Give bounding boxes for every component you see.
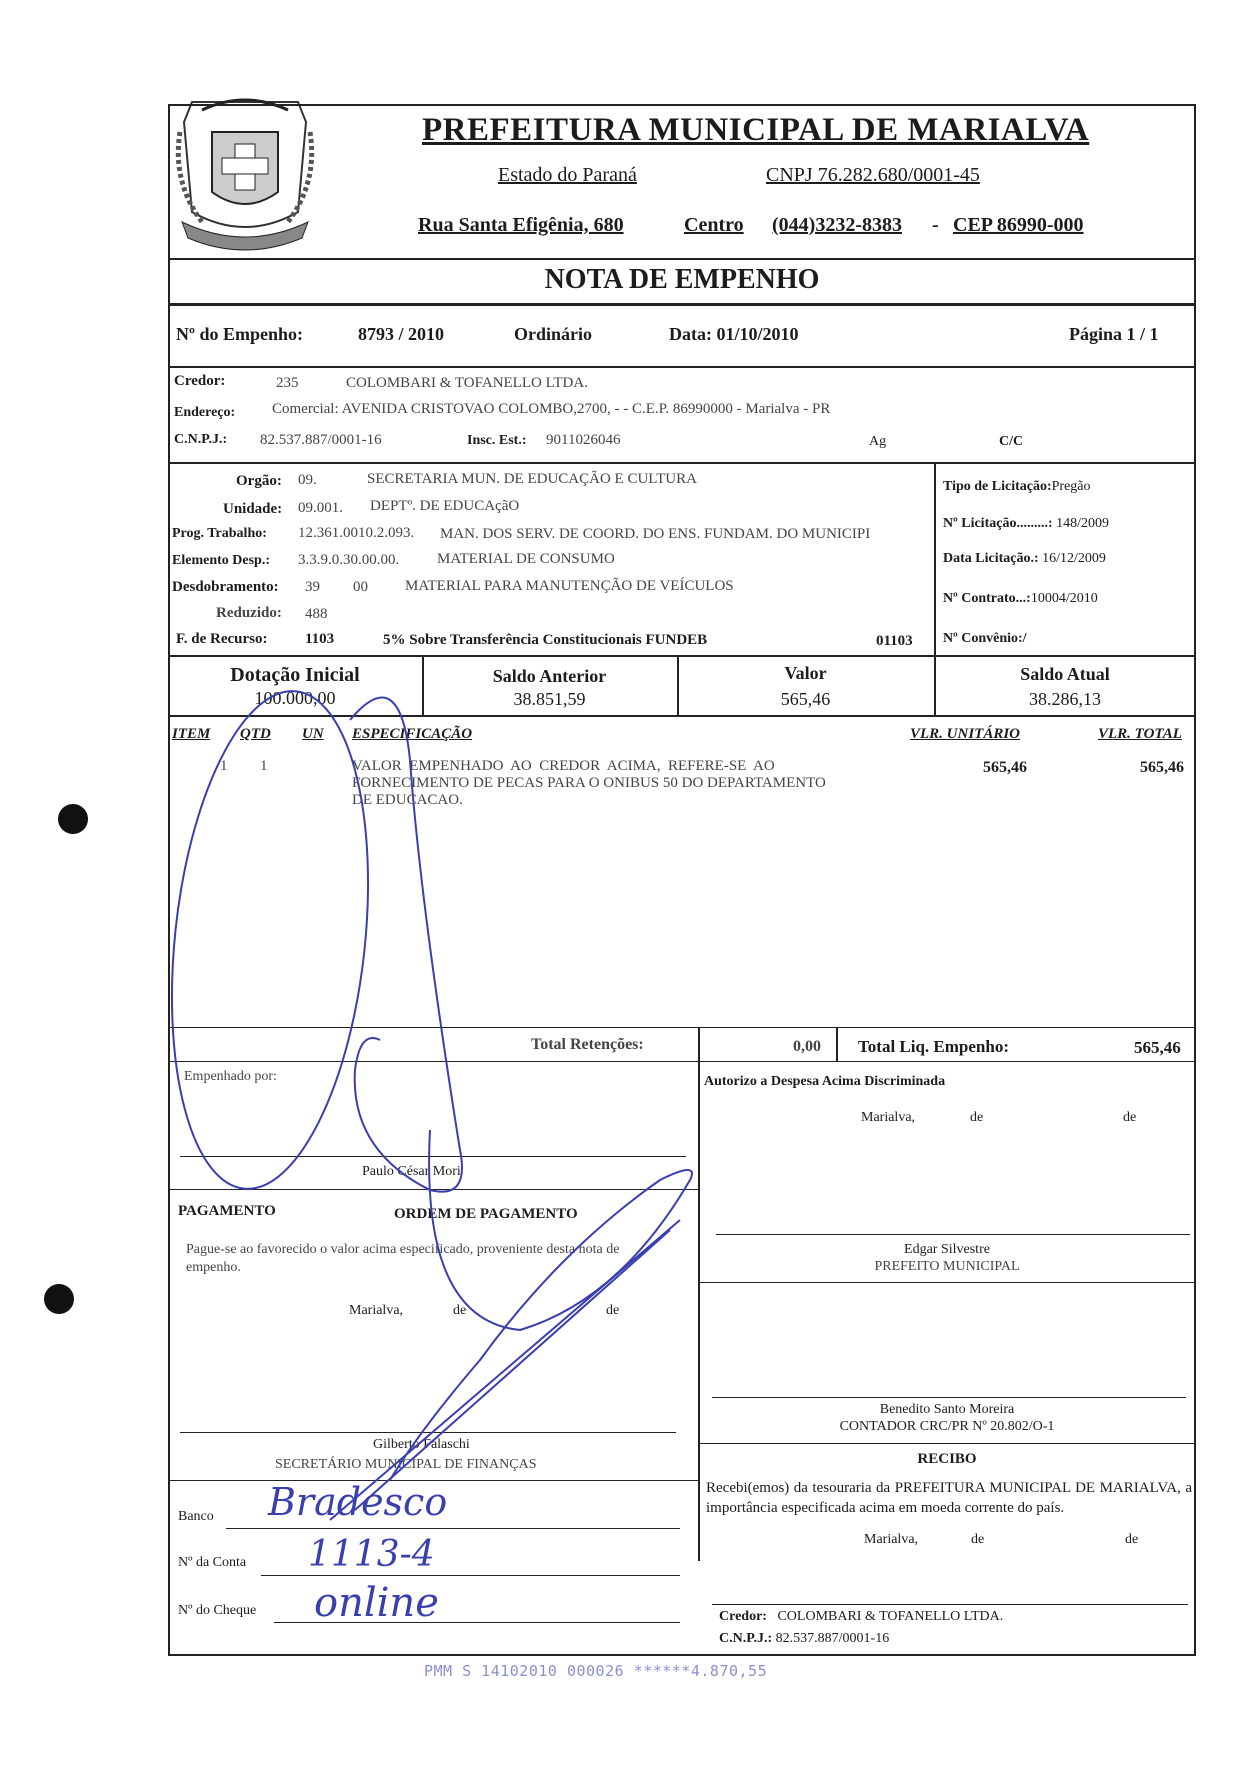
banco-label: Banco — [178, 1509, 214, 1524]
empenho-date: Data: 01/10/2010 — [669, 324, 799, 344]
retencoes-label: Total Retenções: — [531, 1036, 644, 1053]
saldo-anterior-value: 38.851,59 — [513, 689, 586, 709]
divider — [168, 1027, 1196, 1028]
licitacao-tipo-label: Tipo de Licitação: — [943, 479, 1052, 494]
divider — [168, 258, 1196, 260]
licitacao-data — [943, 551, 1106, 567]
recurso-label: F. de Recurso: — [176, 631, 268, 647]
saldo-atual-label: Saldo Atual — [1020, 664, 1110, 684]
divider — [168, 366, 1196, 368]
item-number: 1 — [220, 758, 228, 774]
col-vlr-total: VLR. TOTAL — [1098, 726, 1182, 742]
unidade-label: Unidade: — [223, 501, 283, 517]
col-item: ITEM — [172, 726, 211, 742]
col-vlr-unitario: VLR. UNITÁRIO — [910, 726, 1021, 742]
recibo-marialva: Marialva, — [864, 1532, 919, 1547]
recibo-de-2: de — [1125, 1532, 1139, 1547]
right-marialva: Marialva, — [861, 1110, 916, 1125]
desdobramento-name: MATERIAL PARA MANUTENÇÃO DE VEÍCULOS — [405, 578, 734, 594]
item-unit-price: 565,46 — [983, 759, 1027, 776]
orgao-code: 09. — [298, 472, 317, 488]
header-cep: CEP 86990-000 — [953, 214, 1084, 236]
recurso-name: 5% Sobre Transferência Constitucionais FUNDEB — [383, 632, 708, 648]
empenhado-label: Empenhado por: — [184, 1069, 277, 1084]
page-number: Página 1 / 1 — [1069, 324, 1159, 344]
secretario-role: SECRETÁRIO MUNICIPAL DE FINANÇAS — [275, 1457, 537, 1472]
item-total-price: 565,46 — [1140, 759, 1184, 776]
header-dash: - — [932, 214, 939, 236]
creditor-address: Comercial: AVENIDA CRISTOVAO COLOMBO,2700, - - C.E.P. 86990000 - Marialva - PR — [272, 401, 831, 417]
item-spec-line-2: FORNECIMENTO DE PECAS PARA O ONIBUS 50 DO DEPARTAMENTO — [352, 775, 826, 791]
saldo-atual-value: 38.286,13 — [1029, 689, 1101, 709]
recurso-code: 1103 — [305, 631, 335, 647]
licitacao-contrato — [943, 591, 1098, 607]
creditor-cnpj: 82.537.887/0001-16 — [260, 432, 382, 448]
header-district: Centro — [684, 214, 744, 236]
licitacao-data-value: 16/12/2009 — [1042, 551, 1106, 566]
licitacao-tipo-value: Pregão — [1051, 479, 1091, 494]
payment-stamp: PMM S 14102010 000026 ******4.870,55 — [424, 1662, 768, 1680]
licitacao-numero-value: 148/2009 — [1056, 516, 1109, 531]
elemento-code: 3.3.9.0.30.00.00. — [298, 552, 400, 568]
ag-label: Ag — [869, 434, 887, 449]
handwritten-banco: Bradesco — [268, 1480, 448, 1524]
retencoes-value: 0,00 — [793, 1038, 821, 1055]
prefeito-name: Edgar Silvestre — [904, 1242, 990, 1257]
divider — [836, 1027, 838, 1061]
divider — [168, 462, 1196, 464]
licitacao-convenio: Nº Convênio:/ — [943, 631, 1027, 646]
col-especificacao: ESPECIFICAÇÃO — [352, 726, 473, 742]
left-marialva: Marialva, — [349, 1303, 404, 1318]
insc-label: Insc. Est.: — [467, 433, 527, 448]
saldo-anterior-label: Saldo Anterior — [492, 666, 607, 686]
orgao-label: Orgão: — [236, 473, 282, 489]
page-title: PREFEITURA MUNICIPAL DE MARIALVA — [422, 112, 1090, 148]
signature-line — [180, 1432, 676, 1433]
recibo-credor-label: Credor: — [719, 1609, 767, 1624]
contador-role: CONTADOR CRC/PR Nº 20.802/O-1 — [839, 1419, 1055, 1434]
insc-value: 9011026046 — [546, 432, 621, 448]
handwritten-cheque: online — [314, 1580, 439, 1626]
licitacao-contrato-label: Nº Contrato...: — [943, 591, 1031, 606]
recibo-text: Recebi(emos) da tesouraria da PREFEITURA MUNICIPAL DE MARIALVA, a importância especificada acima em moeda corrente do país. — [706, 1480, 1192, 1516]
signature-line — [716, 1234, 1190, 1235]
item-spec-line-3: DE EDUCACAO. — [352, 792, 463, 808]
pague-text: Pague-se ao favorecido o valor acima especificado, proveniente desta nota de empenho. — [186, 1242, 620, 1275]
orgao-name: SECRETARIA MUN. DE EDUCAÇÃO E CULTURA — [367, 471, 697, 487]
state-name: Estado do Paraná — [498, 164, 637, 186]
header-address: Rua Santa Efigênia, 680 — [418, 214, 624, 236]
recurso-number: 01103 — [876, 633, 913, 649]
item-qty: 1 — [260, 758, 268, 774]
col-qtd: QTD — [240, 726, 271, 742]
divider — [934, 462, 936, 655]
conta-line — [261, 1575, 680, 1576]
signature-line — [712, 1604, 1188, 1605]
prog-label: Prog. Trabalho: — [172, 526, 267, 541]
banco-line — [226, 1528, 680, 1529]
valor-value: 565,46 — [780, 689, 831, 709]
empenho-type: Ordinário — [514, 324, 593, 344]
recibo-de-1: de — [971, 1532, 985, 1547]
right-de-2: de — [1123, 1110, 1137, 1125]
licitacao-numero — [943, 516, 1109, 532]
divider — [168, 303, 1196, 306]
ordem-label: ORDEM DE PAGAMENTO — [394, 1206, 578, 1222]
signature-line — [180, 1156, 686, 1157]
header-cnpj: CNPJ 76.282.680/0001-45 — [766, 164, 980, 186]
document-title: NOTA DE EMPENHO — [544, 264, 820, 295]
elemento-label: Elemento Desp.: — [172, 553, 270, 568]
desdobramento-sub: 00 — [353, 579, 368, 595]
signature-line — [712, 1397, 1186, 1398]
unidade-name: DEPTº. DE EDUCAçãO — [370, 498, 520, 514]
unidade-code: 09.001. — [298, 500, 343, 516]
dotacao-value: 100.000,00 — [254, 688, 336, 708]
desdobramento-label: Desdobramento: — [172, 579, 279, 595]
licitacao-numero-label: Nº Licitação.........: — [943, 516, 1053, 531]
empenhado-name: Paulo César Mori — [362, 1164, 461, 1179]
creditor-cnpj-label: C.N.P.J.: — [174, 432, 228, 447]
creditor-code: 235 — [276, 375, 299, 391]
left-de-2: de — [606, 1303, 620, 1318]
secretario-name: Gilberto Falaschi — [373, 1437, 470, 1452]
creditor-label: Credor: — [174, 373, 226, 389]
pagamento-label: PAGAMENTO — [178, 1203, 276, 1219]
desdobramento-code: 39 — [305, 579, 320, 595]
col-un: UN — [302, 726, 324, 742]
licitacao-contrato-value: 10004/2010 — [1030, 591, 1098, 606]
punch-hole-top — [58, 804, 88, 834]
empenho-number-label: Nº do Empenho: — [176, 324, 303, 344]
divider — [698, 1027, 700, 1561]
elemento-name: MATERIAL DE CONSUMO — [437, 551, 615, 567]
empenho-number: 8793 / 2010 — [358, 324, 445, 344]
prefeito-role: PREFEITO MUNICIPAL — [874, 1259, 1020, 1274]
conta-label: Nº da Conta — [178, 1555, 247, 1570]
contador-name: Benedito Santo Moreira — [879, 1402, 1015, 1417]
divider — [168, 715, 1196, 717]
punch-hole-bottom — [44, 1284, 74, 1314]
licitacao-tipo — [943, 479, 1091, 495]
recibo-cnpj — [719, 1631, 889, 1647]
recibo-cnpj-value: 82.537.887/0001-16 — [775, 1631, 890, 1646]
left-de-1: de — [453, 1303, 467, 1318]
cc-label: C/C — [999, 434, 1024, 449]
handwritten-conta: 1113-4 — [308, 1534, 435, 1575]
divider — [698, 1282, 1196, 1283]
header-phone: (044)3232-8383 — [772, 214, 902, 236]
reduzido-value: 488 — [305, 606, 328, 622]
recibo-cnpj-label: C.N.P.J.: — [719, 1631, 773, 1646]
dotacao-label: Dotação Inicial — [230, 664, 360, 686]
recibo-label: RECIBO — [917, 1451, 977, 1467]
recibo-credor — [719, 1609, 1003, 1625]
divider — [168, 655, 1196, 657]
creditor-name: COLOMBARI & TOFANELLO LTDA. — [346, 375, 588, 391]
right-de-1: de — [970, 1110, 984, 1125]
cheque-label: Nº do Cheque — [178, 1603, 257, 1618]
item-spec-line-1: VALOR EMPENHADO AO CREDOR ACIMA, REFERE-SE AO — [352, 758, 775, 774]
divider — [168, 1061, 1196, 1062]
reduzido-label: Reduzido: — [216, 605, 282, 621]
prog-code: 12.361.0010.2.093. — [298, 525, 415, 541]
prog-name: MAN. DOS SERV. DE COORD. DO ENS. FUNDAM. DO MUNICIPI — [440, 526, 871, 542]
liquido-value: 565,46 — [1134, 1038, 1181, 1057]
recibo-credor-name: COLOMBARI & TOFANELLO LTDA. — [777, 1609, 1004, 1624]
divider — [168, 1189, 698, 1190]
divider — [698, 1443, 1196, 1444]
liquido-label: Total Liq. Empenho: — [858, 1037, 1009, 1056]
licitacao-data-label: Data Licitação.: — [943, 551, 1039, 566]
item-row — [168, 758, 1196, 818]
valor-label: Valor — [784, 663, 827, 683]
autorizo-label: Autorizo a Despesa Acima Discriminada — [704, 1074, 946, 1089]
address-label: Endereço: — [174, 405, 236, 420]
